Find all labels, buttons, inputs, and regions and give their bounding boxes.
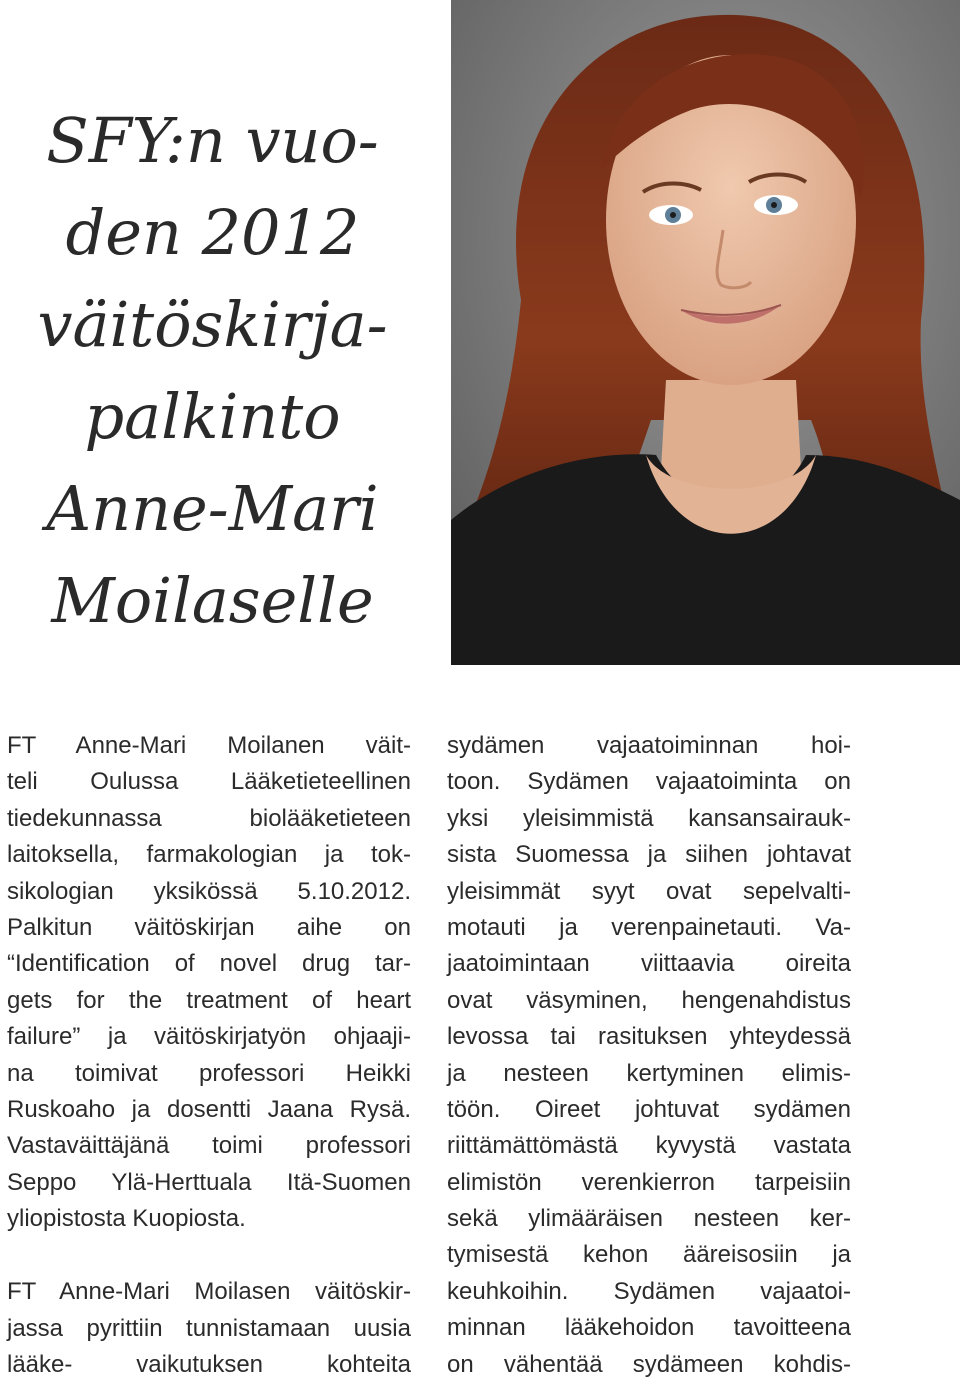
text-line: jaatoimintaan viittaavia oireita bbox=[447, 950, 851, 978]
text-line: Vastaväittäjänä toimi professori bbox=[7, 1132, 411, 1160]
text-line: FT Anne-Mari Moilasen väitöskir- bbox=[7, 1278, 411, 1306]
text-line: na toimivat professori Heikki bbox=[7, 1059, 411, 1087]
text-line: yleisimmät syyt ovat sepelvalti- bbox=[447, 877, 851, 905]
title-line: väitöskirja- bbox=[37, 288, 388, 361]
text-line: keuhkoihin. Sydämen vajaatoi- bbox=[447, 1277, 851, 1305]
text-line: on vähentää sydämeen kohdis- bbox=[447, 1350, 851, 1378]
text-line: lääke- vaikutuksen kohteita bbox=[7, 1351, 411, 1379]
text-line: “Identification of novel drug tar- bbox=[7, 950, 411, 978]
text-line: tiedekunnassa biolääketieteen bbox=[7, 804, 411, 832]
text-line: sikologian yksikössä 5.10.2012. bbox=[7, 877, 411, 905]
text-line: ovat väsyminen, hengenahdistus bbox=[447, 986, 851, 1014]
text-line: toon. Sydämen vajaatoiminta on bbox=[447, 768, 851, 796]
text-line: Ruskoaho ja dosentti Jaana Rysä. bbox=[7, 1095, 411, 1123]
right-column bbox=[447, 728, 851, 1383]
paragraph-gap bbox=[7, 1237, 411, 1274]
article-title bbox=[0, 95, 425, 647]
text-line: yliopistosta Kuopiosta. bbox=[7, 1205, 246, 1233]
text-line: sydämen vajaatoiminnan hoi- bbox=[447, 732, 851, 759]
title-line: Anne-Mari bbox=[46, 472, 379, 545]
text-line: riittämättömästä kyvystä vastata bbox=[447, 1132, 851, 1160]
text-line: laitoksella, farmakologian ja tok- bbox=[7, 841, 411, 869]
title-line: palkinto bbox=[84, 380, 341, 453]
text-line: gets for the treatment of heart bbox=[7, 986, 411, 1014]
title-line: SFY:n vuo- bbox=[46, 104, 379, 177]
portrait-photo bbox=[451, 0, 960, 665]
text-line: jassa pyrittiin tunnistamaan uusia bbox=[7, 1314, 411, 1342]
text-line: failure” ja väitöskirjatyön ohjaaji- bbox=[7, 1023, 411, 1051]
title-line: den 2012 bbox=[65, 196, 360, 269]
text-line: yksi yleisimmistä kansansairauk- bbox=[447, 804, 851, 832]
text-line: motauti ja verenpainetauti. Va- bbox=[447, 913, 851, 941]
text-line: elimistön verenkierron tarpeisiin bbox=[447, 1168, 851, 1196]
text-line: ja nesteen kertyminen elimis- bbox=[447, 1059, 851, 1087]
text-line: sista Suomessa ja siihen johtavat bbox=[447, 841, 851, 869]
text-line: levossa tai rasituksen yhteydessä bbox=[447, 1023, 851, 1051]
text-line: minnan lääkehoidon tavoitteena bbox=[447, 1314, 851, 1342]
title-line: Moilaselle bbox=[51, 564, 374, 637]
text-line: FT Anne-Mari Moilanen väit- bbox=[7, 732, 411, 759]
text-line: teli Oulussa Lääketieteellinen bbox=[7, 768, 411, 796]
text-line: sekä ylimääräisen nesteen ker- bbox=[447, 1205, 851, 1233]
text-line: tymisestä kehon ääreisosiin ja bbox=[447, 1241, 851, 1269]
text-line: Palkitun väitöskirjan aihe on bbox=[7, 913, 411, 941]
text-line: töön. Oireet johtuvat sydämen bbox=[447, 1095, 851, 1123]
left-column bbox=[7, 728, 411, 1384]
text-line: Seppo Ylä-Herttuala Itä-Suomen bbox=[7, 1168, 411, 1196]
